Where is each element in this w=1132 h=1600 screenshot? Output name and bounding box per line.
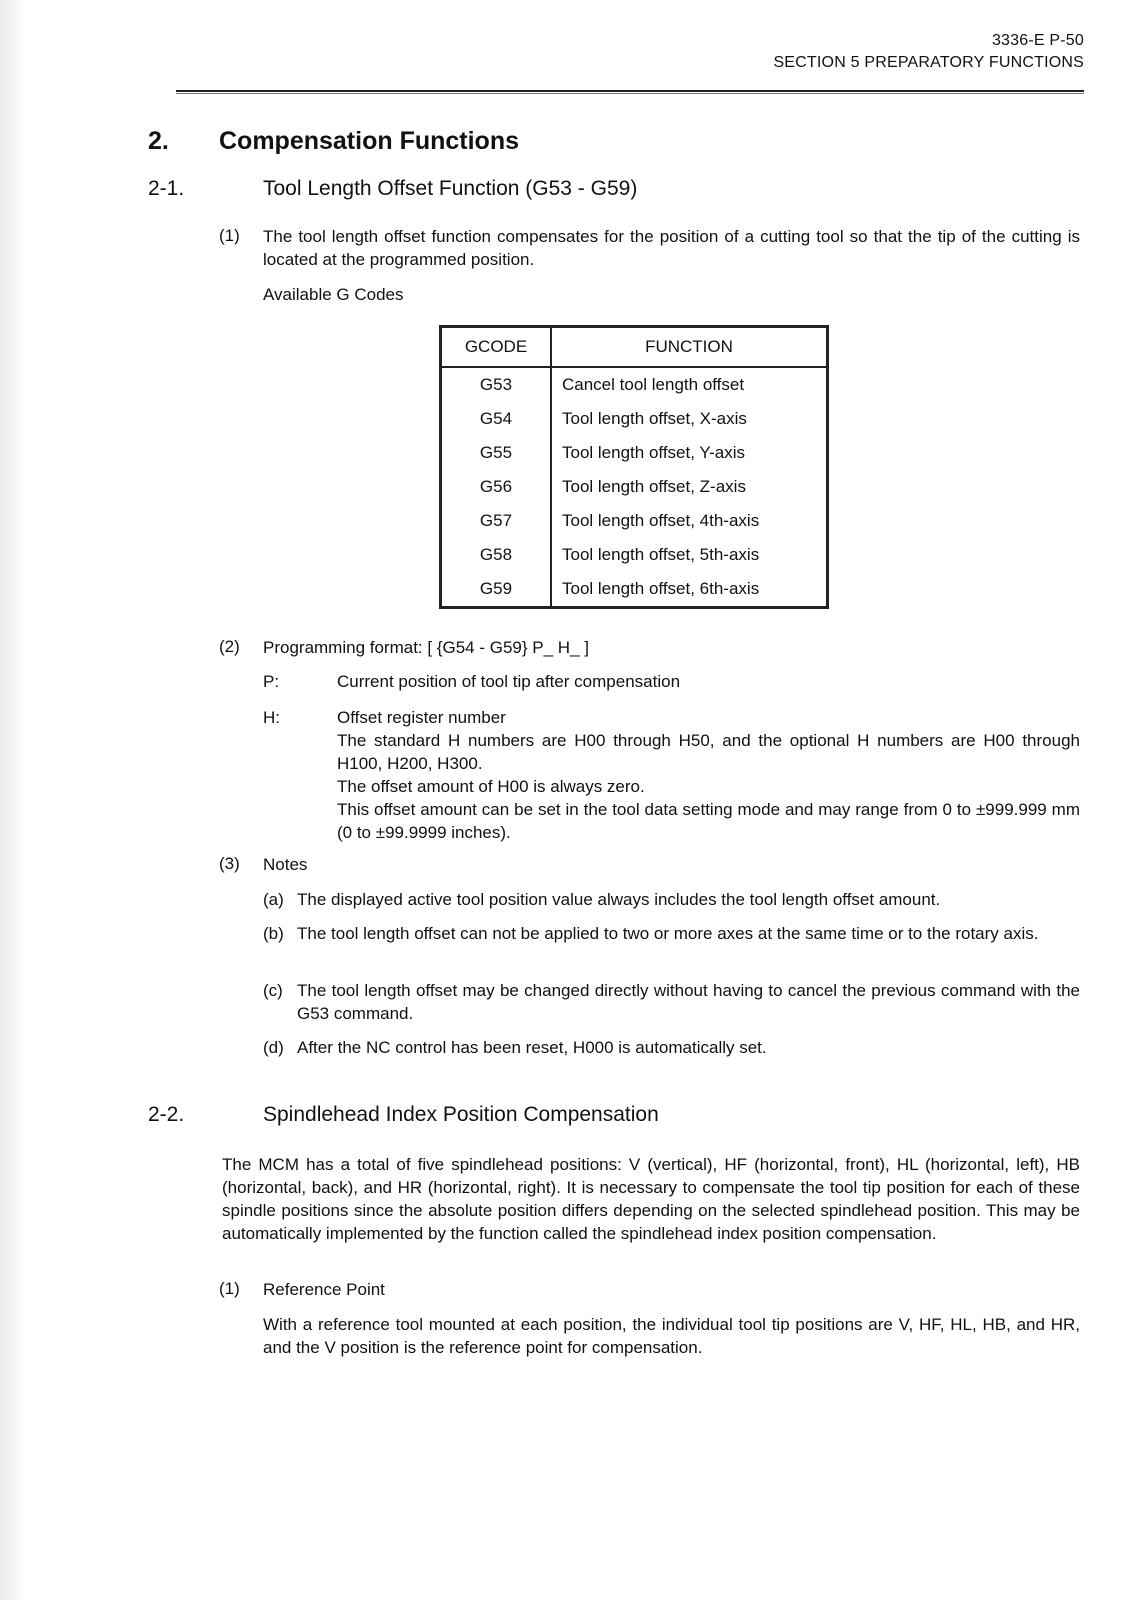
notes-title: Notes	[263, 855, 308, 874]
section-title: Compensation Functions	[219, 127, 519, 155]
note-text: The tool length offset can not be applied to two or more axes at the same time or to the rotary axis.	[297, 924, 1039, 943]
table-cell: G54	[441, 402, 552, 436]
table-cell: Tool length offset, Z-axis	[551, 470, 828, 504]
subsection-number: 2-2.	[148, 1103, 185, 1126]
h-line: This offset amount can be set in the tool data setting mode and may range from 0 to ±999.999 mm (0 to ±99.9999 inches).	[337, 800, 1080, 842]
table-cell: G55	[441, 436, 552, 470]
item-number: (1)	[219, 226, 240, 245]
table-cell: G58	[441, 538, 552, 572]
table-cell: Tool length offset, Y-axis	[551, 436, 828, 470]
table-cell: G53	[441, 367, 552, 402]
note-label: (d)	[263, 1038, 284, 1057]
table-cell: Tool length offset, 5th-axis	[551, 538, 828, 572]
column-header: FUNCTION	[551, 327, 828, 368]
p-label: P:	[263, 672, 280, 691]
note-label: (c)	[263, 981, 283, 1000]
table-header-row	[441, 327, 828, 368]
h-line: The offset amount of H00 is always zero.	[337, 777, 645, 796]
h-line: Offset register number	[337, 708, 506, 727]
note-text: The tool length offset may be changed directly without having to cancel the previous command with the G53 command.	[297, 981, 1080, 1023]
table-row	[441, 367, 828, 402]
paragraph: The MCM has a total of five spindlehead positions: V (vertical), HF (horizontal, front), HL (horizontal, left), HB (horizontal, back), and HR (horizontal, right). It is necessary to compensate the tool tip position for each of these spindle positions since the absolute position differs depending on the selected spindlehead position. This may be automatically implemented by the function called the spindlehead index position compensation.	[222, 1155, 1080, 1243]
page-header	[773, 30, 1084, 74]
section-number: 2.	[148, 127, 169, 155]
table-cell: G57	[441, 504, 552, 538]
h-label: H:	[263, 708, 280, 727]
document-id: 3336-E P-50	[991, 32, 1084, 49]
scan-edge-shadow	[0, 0, 26, 1600]
table-cell: Tool length offset, 6th-axis	[551, 572, 828, 608]
reference-point-title: Reference Point	[263, 1280, 385, 1299]
table-row	[441, 402, 828, 436]
table-row	[441, 504, 828, 538]
paragraph: The tool length offset function compensates for the position of a cutting tool so that the tip of the cutting is located at the programmed position.	[263, 227, 1080, 269]
note-text: After the NC control has been reset, H000 is automatically set.	[297, 1038, 767, 1057]
note-label: (b)	[263, 924, 284, 943]
item-number: (3)	[219, 854, 240, 873]
table-row	[441, 470, 828, 504]
available-gcodes-label: Available G Codes	[263, 285, 404, 304]
programming-format: Programming format: [ {G54 - G59} P_ H_ ]	[263, 638, 589, 657]
table-cell: G56	[441, 470, 552, 504]
table-cell: Tool length offset, X-axis	[551, 402, 828, 436]
table-row	[441, 572, 828, 608]
note-text: The displayed active tool position value always includes the tool length offset amount.	[297, 890, 941, 909]
column-header: GCODE	[441, 327, 552, 368]
subsection-title: Tool Length Offset Function (G53 - G59)	[263, 177, 638, 200]
table-row	[441, 538, 828, 572]
section-header: SECTION 5 PREPARATORY FUNCTIONS	[773, 54, 1084, 71]
item-number: (1)	[219, 1279, 240, 1298]
item-number: (2)	[219, 637, 240, 656]
table-row	[441, 436, 828, 470]
note-label: (a)	[263, 890, 284, 909]
table-cell: Tool length offset, 4th-axis	[551, 504, 828, 538]
gcode-table	[439, 325, 829, 609]
header-rule	[176, 90, 1084, 94]
p-description: Current position of tool tip after compensation	[337, 672, 681, 691]
subsection-title: Spindlehead Index Position Compensation	[263, 1103, 659, 1126]
subsection-number: 2-1.	[148, 177, 185, 200]
table-cell: G59	[441, 572, 552, 608]
paragraph: With a reference tool mounted at each position, the individual tool tip positions are V, HF, HL, HB, and HR, and the V position is the reference point for compensation.	[263, 1315, 1080, 1357]
table-cell: Cancel tool length offset	[551, 367, 828, 402]
h-line: The standard H numbers are H00 through H50, and the optional H numbers are H00 through H100, H200, H300.	[337, 731, 1080, 773]
